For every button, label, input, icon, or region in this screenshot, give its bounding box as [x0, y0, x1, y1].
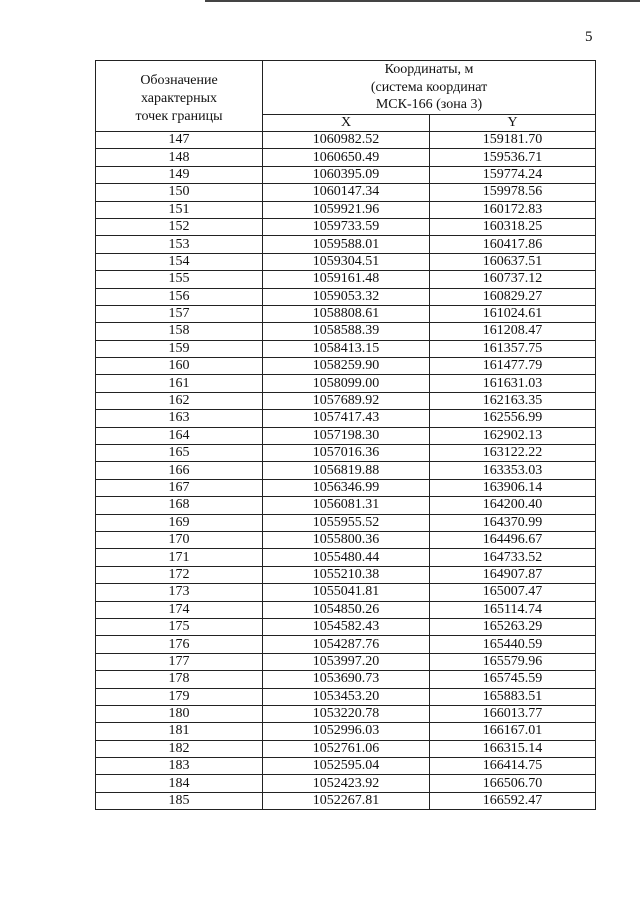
point-id-cell: 167	[96, 479, 263, 496]
y-coordinate-cell: 163353.03	[430, 462, 596, 479]
top-rule	[205, 0, 640, 2]
x-coordinate-cell: 1058413.15	[263, 340, 430, 357]
table-row	[96, 758, 596, 775]
y-coordinate-cell: 160172.83	[430, 201, 596, 218]
x-coordinate-cell: 1059304.51	[263, 253, 430, 270]
table-row	[96, 601, 596, 618]
x-coordinate-cell: 1059588.01	[263, 236, 430, 253]
point-id-cell: 148	[96, 149, 263, 166]
table-row	[96, 618, 596, 635]
point-id-cell: 175	[96, 618, 263, 635]
table-row	[96, 410, 596, 427]
x-coordinate-cell: 1058099.00	[263, 375, 430, 392]
table-row	[96, 271, 596, 288]
y-coordinate-cell: 160829.27	[430, 288, 596, 305]
point-id-cell: 151	[96, 201, 263, 218]
y-coordinate-cell: 166167.01	[430, 723, 596, 740]
x-coordinate-cell: 1053997.20	[263, 653, 430, 670]
y-coordinate-cell: 166013.77	[430, 705, 596, 722]
x-coordinate-cell: 1052996.03	[263, 723, 430, 740]
y-coordinate-cell: 164496.67	[430, 531, 596, 548]
point-id-cell: 182	[96, 740, 263, 757]
point-id-cell: 184	[96, 775, 263, 792]
y-coordinate-cell: 164907.87	[430, 566, 596, 583]
y-coordinate-cell: 160318.25	[430, 218, 596, 235]
table-row	[96, 566, 596, 583]
x-coordinate-cell: 1058588.39	[263, 323, 430, 340]
table-row	[96, 723, 596, 740]
point-label-line: характерных	[140, 91, 218, 106]
x-coordinate-cell: 1054287.76	[263, 636, 430, 653]
x-coordinate-cell: 1057016.36	[263, 445, 430, 462]
page-number: 5	[585, 29, 593, 45]
coordinates-header	[263, 61, 596, 115]
table-row	[96, 584, 596, 601]
y-coordinate-cell: 165579.96	[430, 653, 596, 670]
y-coordinate-cell: 160637.51	[430, 253, 596, 270]
table-row	[96, 201, 596, 218]
table-row	[96, 479, 596, 496]
coordinates-label-line: МСК-166 (зона 3)	[375, 97, 483, 113]
table-row	[96, 514, 596, 531]
point-id-cell: 155	[96, 271, 263, 288]
y-coordinate-cell: 162902.13	[430, 427, 596, 444]
table-row	[96, 775, 596, 792]
y-coordinate-cell: 160737.12	[430, 271, 596, 288]
point-id-cell: 169	[96, 514, 263, 531]
x-coordinate-cell: 1055480.44	[263, 549, 430, 566]
table-row	[96, 671, 596, 688]
table-row	[96, 688, 596, 705]
y-coordinate-cell: 163122.22	[430, 445, 596, 462]
x-coordinate-cell: 1056819.88	[263, 462, 430, 479]
y-coordinate-cell: 164370.99	[430, 514, 596, 531]
point-id-cell: 177	[96, 653, 263, 670]
x-coordinate-cell: 1055800.36	[263, 531, 430, 548]
point-id-cell: 165	[96, 445, 263, 462]
x-coordinate-cell: 1056081.31	[263, 497, 430, 514]
x-column-header: X	[263, 115, 430, 132]
table-row	[96, 305, 596, 322]
x-coordinate-cell: 1060982.52	[263, 132, 430, 149]
table-row	[96, 166, 596, 183]
point-id-cell: 171	[96, 549, 263, 566]
y-coordinate-cell: 161024.61	[430, 305, 596, 322]
point-id-cell: 156	[96, 288, 263, 305]
x-coordinate-cell: 1055041.81	[263, 584, 430, 601]
x-coordinate-cell: 1058259.90	[263, 358, 430, 375]
table-row	[96, 445, 596, 462]
point-id-cell: 161	[96, 375, 263, 392]
table-row	[96, 792, 596, 809]
table-row	[96, 497, 596, 514]
table-row	[96, 132, 596, 149]
y-coordinate-cell: 166592.47	[430, 792, 596, 809]
table-row	[96, 427, 596, 444]
point-label-line: Обозначение	[140, 73, 218, 88]
point-id-cell: 181	[96, 723, 263, 740]
y-coordinate-cell: 163906.14	[430, 479, 596, 496]
point-id-cell: 183	[96, 758, 263, 775]
y-coordinate-cell: 165745.59	[430, 671, 596, 688]
x-coordinate-cell: 1052267.81	[263, 792, 430, 809]
y-coordinate-cell: 162556.99	[430, 410, 596, 427]
x-coordinate-cell: 1055210.38	[263, 566, 430, 583]
point-id-cell: 176	[96, 636, 263, 653]
table-row	[96, 340, 596, 357]
point-id-cell: 150	[96, 184, 263, 201]
y-coordinate-cell: 165263.29	[430, 618, 596, 635]
x-coordinate-cell: 1057198.30	[263, 427, 430, 444]
x-coordinate-cell: 1054850.26	[263, 601, 430, 618]
point-id-cell: 164	[96, 427, 263, 444]
table-row	[96, 358, 596, 375]
x-coordinate-cell: 1052423.92	[263, 775, 430, 792]
point-id-cell: 173	[96, 584, 263, 601]
y-coordinate-cell: 159774.24	[430, 166, 596, 183]
x-coordinate-cell: 1053453.20	[263, 688, 430, 705]
point-id-cell: 153	[96, 236, 263, 253]
table-row	[96, 705, 596, 722]
table-row	[96, 218, 596, 235]
point-id-cell: 180	[96, 705, 263, 722]
table-row	[96, 288, 596, 305]
y-coordinate-cell: 164733.52	[430, 549, 596, 566]
x-coordinate-cell: 1058808.61	[263, 305, 430, 322]
point-id-cell: 152	[96, 218, 263, 235]
point-id-cell: 157	[96, 305, 263, 322]
table-header-row	[96, 61, 596, 115]
y-coordinate-cell: 161208.47	[430, 323, 596, 340]
table-row	[96, 392, 596, 409]
point-id-cell: 168	[96, 497, 263, 514]
y-coordinate-cell: 165114.74	[430, 601, 596, 618]
point-id-cell: 160	[96, 358, 263, 375]
point-id-cell: 158	[96, 323, 263, 340]
coordinates-label-line: Координаты, м	[384, 62, 474, 78]
table-row	[96, 531, 596, 548]
table-body	[96, 132, 596, 810]
x-coordinate-cell: 1059053.32	[263, 288, 430, 305]
point-id-cell: 170	[96, 531, 263, 548]
x-coordinate-cell: 1060147.34	[263, 184, 430, 201]
x-coordinate-cell: 1053220.78	[263, 705, 430, 722]
x-coordinate-cell: 1056346.99	[263, 479, 430, 496]
table-row	[96, 236, 596, 253]
x-coordinate-cell: 1052761.06	[263, 740, 430, 757]
table-row	[96, 323, 596, 340]
x-coordinate-cell: 1053690.73	[263, 671, 430, 688]
x-coordinate-cell: 1052595.04	[263, 758, 430, 775]
point-id-cell: 166	[96, 462, 263, 479]
y-coordinate-cell: 161477.79	[430, 358, 596, 375]
x-coordinate-cell: 1057689.92	[263, 392, 430, 409]
table-row	[96, 375, 596, 392]
x-coordinate-cell: 1060395.09	[263, 166, 430, 183]
point-label-header	[96, 61, 263, 132]
y-coordinate-cell: 165007.47	[430, 584, 596, 601]
table-row	[96, 462, 596, 479]
table-row	[96, 253, 596, 270]
point-id-cell: 162	[96, 392, 263, 409]
y-coordinate-cell: 165883.51	[430, 688, 596, 705]
point-id-cell: 159	[96, 340, 263, 357]
x-coordinate-cell: 1060650.49	[263, 149, 430, 166]
y-coordinate-cell: 166315.14	[430, 740, 596, 757]
y-coordinate-cell: 161357.75	[430, 340, 596, 357]
y-coordinate-cell: 162163.35	[430, 392, 596, 409]
table-row	[96, 740, 596, 757]
table-row	[96, 636, 596, 653]
y-column-header: Y	[430, 115, 596, 132]
y-coordinate-cell: 159978.56	[430, 184, 596, 201]
x-coordinate-cell: 1055955.52	[263, 514, 430, 531]
point-id-cell: 179	[96, 688, 263, 705]
y-coordinate-cell: 164200.40	[430, 497, 596, 514]
point-label-line: точек границы	[135, 109, 223, 124]
table-row	[96, 149, 596, 166]
x-coordinate-cell: 1057417.43	[263, 410, 430, 427]
point-id-cell: 185	[96, 792, 263, 809]
coordinates-label-line: (система координат	[370, 79, 488, 95]
table-row	[96, 653, 596, 670]
y-coordinate-cell: 166414.75	[430, 758, 596, 775]
table-row	[96, 184, 596, 201]
point-id-cell: 147	[96, 132, 263, 149]
y-coordinate-cell: 159536.71	[430, 149, 596, 166]
y-coordinate-cell: 159181.70	[430, 132, 596, 149]
y-coordinate-cell: 166506.70	[430, 775, 596, 792]
point-id-cell: 178	[96, 671, 263, 688]
table-row	[96, 549, 596, 566]
x-coordinate-cell: 1059733.59	[263, 218, 430, 235]
point-id-cell: 174	[96, 601, 263, 618]
point-id-cell: 172	[96, 566, 263, 583]
y-coordinate-cell: 165440.59	[430, 636, 596, 653]
coordinates-table	[95, 60, 596, 810]
point-id-cell: 154	[96, 253, 263, 270]
point-id-cell: 163	[96, 410, 263, 427]
x-coordinate-cell: 1059161.48	[263, 271, 430, 288]
point-id-cell: 149	[96, 166, 263, 183]
x-coordinate-cell: 1059921.96	[263, 201, 430, 218]
y-coordinate-cell: 160417.86	[430, 236, 596, 253]
x-coordinate-cell: 1054582.43	[263, 618, 430, 635]
y-coordinate-cell: 161631.03	[430, 375, 596, 392]
